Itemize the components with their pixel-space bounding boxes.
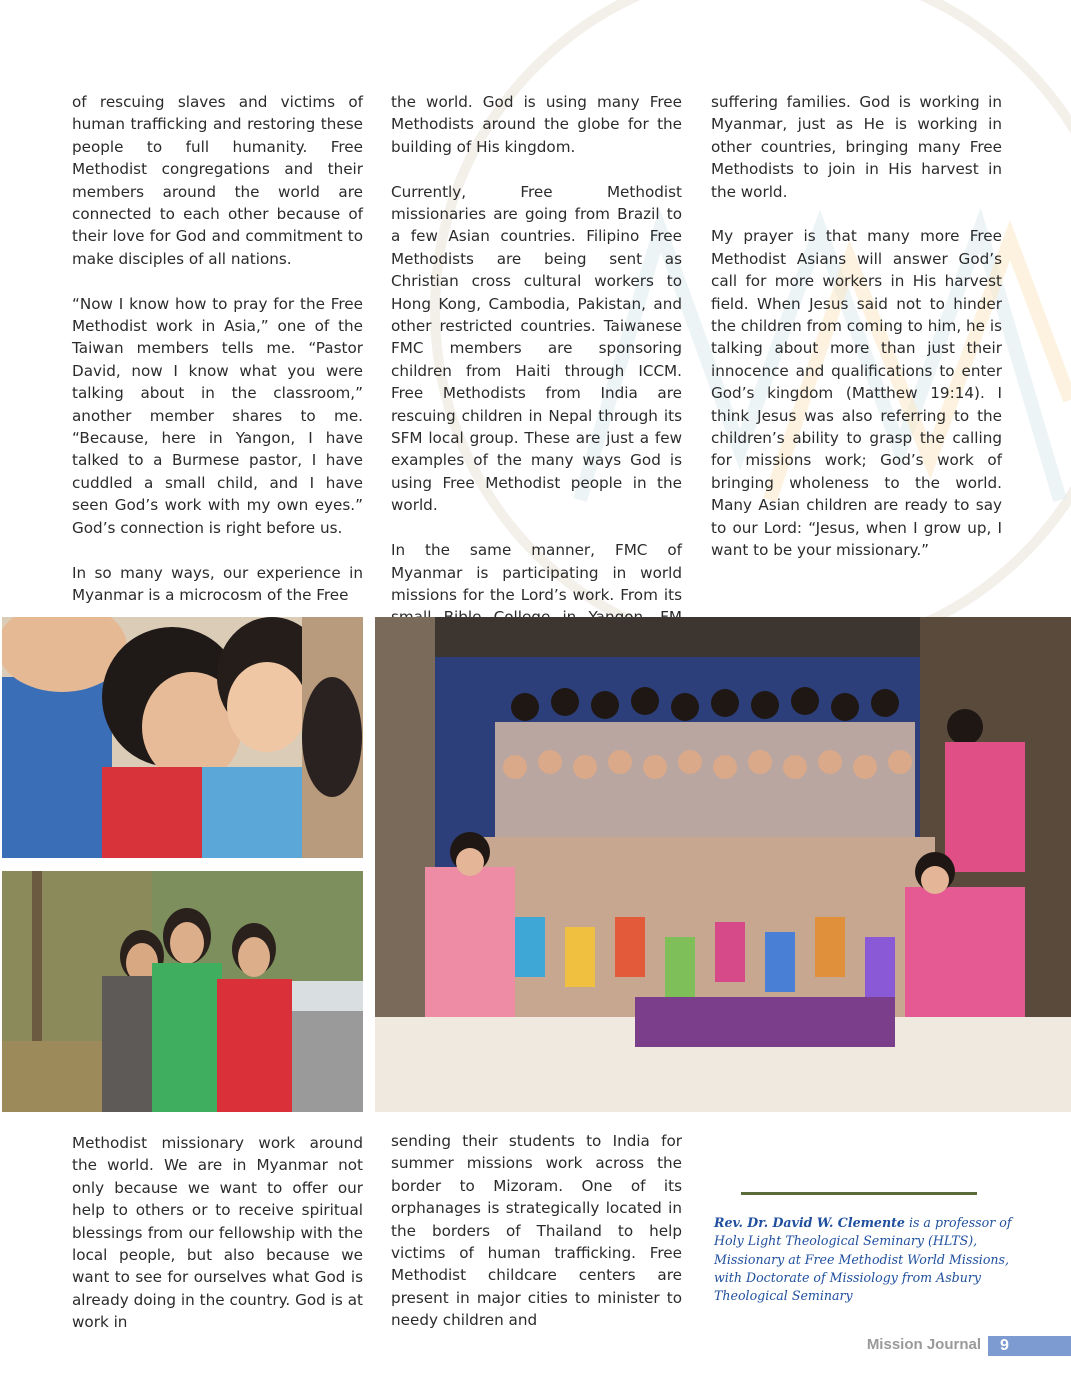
bio-divider: [741, 1192, 977, 1195]
paragraph: In so many ways, our experience in Myanmar is a microcosm of the Free: [72, 563, 363, 604]
page-number: 9: [988, 1336, 1071, 1356]
article-column-2-top: [391, 91, 682, 651]
article-column-1-bottom: [72, 1132, 363, 1334]
paragraph: Methodist missionary work around the world. We are in Myanmar not only because we want to offer our help to others or to receive spiritual blessings from our fellowship with the local people, but also because we want to see for ourselves what God is already doing in the country. God is at work in: [72, 1134, 363, 1332]
paragraph: “Now I know how to pray for the Free Methodist work in Asia,” one of the Taiwan members tells me. “Pastor David, now I know what you were talking about in the classroom,” another member shares to me. “Because, here in Yangon, I have talked to a Burmese pastor, I have cuddled a small child, and I have seen God’s work with my own eyes.” God’s connection is right before us.: [72, 294, 363, 537]
paragraph: Currently, Free Methodist missionaries are going from Brazil to a few Asian countries. Filipino Free Methodists are being sent as Christian cross cultural workers to Hong Kong, Cambodia, Pakistan, and other restricted countries. Taiwanese FMC members are sponsoring children from Haiti through ICCM. Free Methodists from India are rescuing children in Nepal through its SFM local group. These are just a few examples of the many ways God is using Free Methodist people in the world.: [391, 182, 682, 515]
photo-children-laughing: [2, 617, 363, 858]
author-description: is a professor of Holy Light Theological Seminary (HLTS), Missionary at Free Methodist World Missions, with Doctorate of Missiology from Asbury Theological Seminary: [714, 1215, 1012, 1304]
paragraph: My prayer is that many more Free Methodist Asians will answer God’s call for more workers in His harvest field. When Jesus said not to hinder the children from coming to him, he is talking about more than just their innocence and qualifications to enter God’s kingdom (Matthew 19:14). I think Jesus was also referring to the children’s ability to grasp the calling for missions work; God’s work of bringing wholeness to the world. Many Asian children are ready to say to our Lord: “Jesus, when I grow up, I want to be your missionary.”: [711, 227, 1002, 560]
paragraph: the world. God is using many Free Methodists around the globe for the building of His kingdom.: [391, 93, 682, 156]
paragraph: of rescuing slaves and victims of human trafficking and restoring these people to full humanity. Free Methodist congregations and their members around the world are connected to each other because of their love for God and commitment to make disciples of all nations.: [72, 93, 363, 268]
paragraph: sending their students to India for summer missions work across the border to Mizoram. One of its orphanages is strategically located in the borders of Thailand to help victims of human trafficking. Free Methodist childcare centers are present in major cities to minister to needy children and: [391, 1132, 682, 1330]
author-bio: [714, 1214, 1014, 1305]
photo-group: [375, 617, 1071, 1112]
article-column-1-top: [72, 91, 363, 606]
article-column-2-bottom: [391, 1130, 682, 1332]
paragraph: suffering families. God is working in Myanmar, just as He is working in other countries, bringing many Free Methodists to join in His harvest in the world.: [711, 93, 1002, 201]
photo-three-girls: [2, 871, 363, 1112]
article-column-3-top: [711, 91, 1002, 562]
author-name: Rev. Dr. David W. Clemente: [714, 1215, 905, 1230]
journal-title: Mission Journal: [866, 1336, 981, 1353]
paragraph: In the same manner, FMC of Myanmar is participating in world missions for the Lord’s work. From its: [391, 541, 682, 604]
